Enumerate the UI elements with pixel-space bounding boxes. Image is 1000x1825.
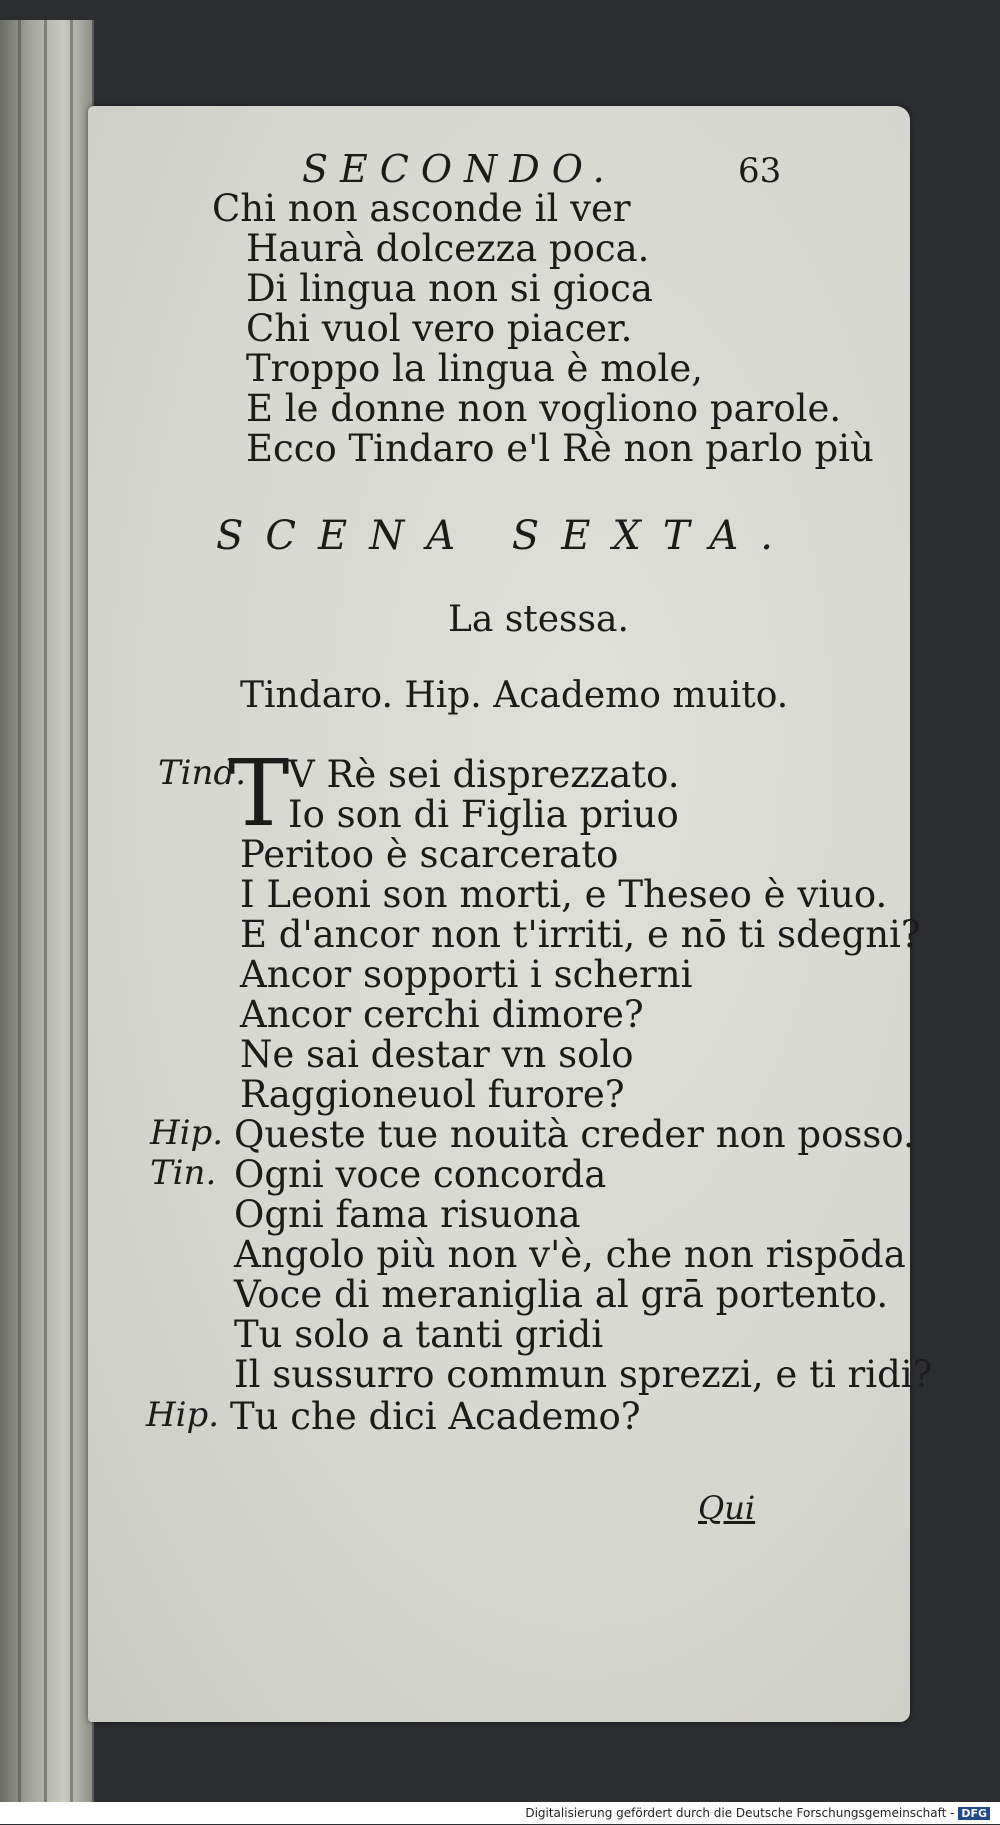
dialogue-line: Ancor sopporti i scherni	[240, 953, 693, 996]
dialogue-line: Ogni voce concorda	[234, 1153, 607, 1196]
dialogue-line: E d'ancor non t'irriti, e nō ti sdegni?	[240, 913, 921, 956]
verse-line: Di lingua non si gioca	[246, 267, 653, 310]
scene-setting: La stessa.	[448, 599, 629, 640]
drop-cap: T	[228, 740, 290, 847]
speaker-label: Hip.	[150, 1113, 224, 1153]
running-title: SECONDO.	[302, 147, 617, 191]
dialogue-line: Ne sai destar vn solo	[240, 1033, 634, 1076]
dialogue-line: Raggioneuol furore?	[240, 1073, 625, 1116]
dialogue-line: I Leoni son morti, e Theseo è viuo.	[240, 873, 888, 916]
book-page	[88, 106, 933, 1722]
verse-line: Ecco Tindaro e'l Rè non parlo più	[246, 427, 874, 470]
verse-line: Chi non asconde il ver	[212, 187, 631, 230]
verse-line: E le donne non vogliono parole.	[246, 387, 842, 430]
dialogue-line: Tu solo a tanti gridi	[234, 1313, 604, 1356]
scene-characters: Tindaro. Hip. Academo muito.	[240, 675, 789, 716]
dialogue-line: Ogni fama risuona	[234, 1193, 581, 1236]
speaker-label: Tind.	[158, 753, 247, 793]
verse-line: Troppo la lingua è mole,	[246, 347, 704, 390]
dialogue-line: Voce di meraniglia al grā portento.	[234, 1273, 889, 1316]
digitization-credit	[0, 1802, 1000, 1824]
verse-line: Haurà dolcezza poca.	[246, 227, 650, 270]
speaker-label: Tin.	[150, 1153, 217, 1193]
dfg-logo: DFG	[958, 1807, 990, 1820]
dialogue-line: Angolo più non v'è, che non rispōda	[234, 1233, 906, 1276]
dialogue-line: V Rè sei disprezzato.	[288, 753, 680, 796]
dialogue-line: Io son di Figlia priuo	[288, 793, 679, 836]
credit-text: Digitalisierung gefördert durch die Deutsche Forschungsgemeinschaft -	[525, 1806, 955, 1820]
dialogue-line: Queste tue nouità creder non posso.	[234, 1113, 915, 1156]
catchword: Qui	[698, 1489, 756, 1527]
verse-line: Chi vuol vero piacer.	[246, 307, 633, 350]
dialogue-line: Ancor cerchi dimore?	[240, 993, 644, 1036]
dialogue-line: Tu che dici Academo?	[230, 1395, 641, 1438]
dialogue-line: Il sussurro commun sprezzi, e ti ridi?	[234, 1353, 933, 1396]
dialogue-line: Peritoo è scarcerato	[240, 833, 619, 876]
book-left-page-edge	[0, 20, 94, 1810]
speaker-label: Hip.	[146, 1395, 220, 1435]
page-number: 63	[738, 151, 782, 191]
scene-title: SCENA SEXTA.	[216, 513, 795, 559]
